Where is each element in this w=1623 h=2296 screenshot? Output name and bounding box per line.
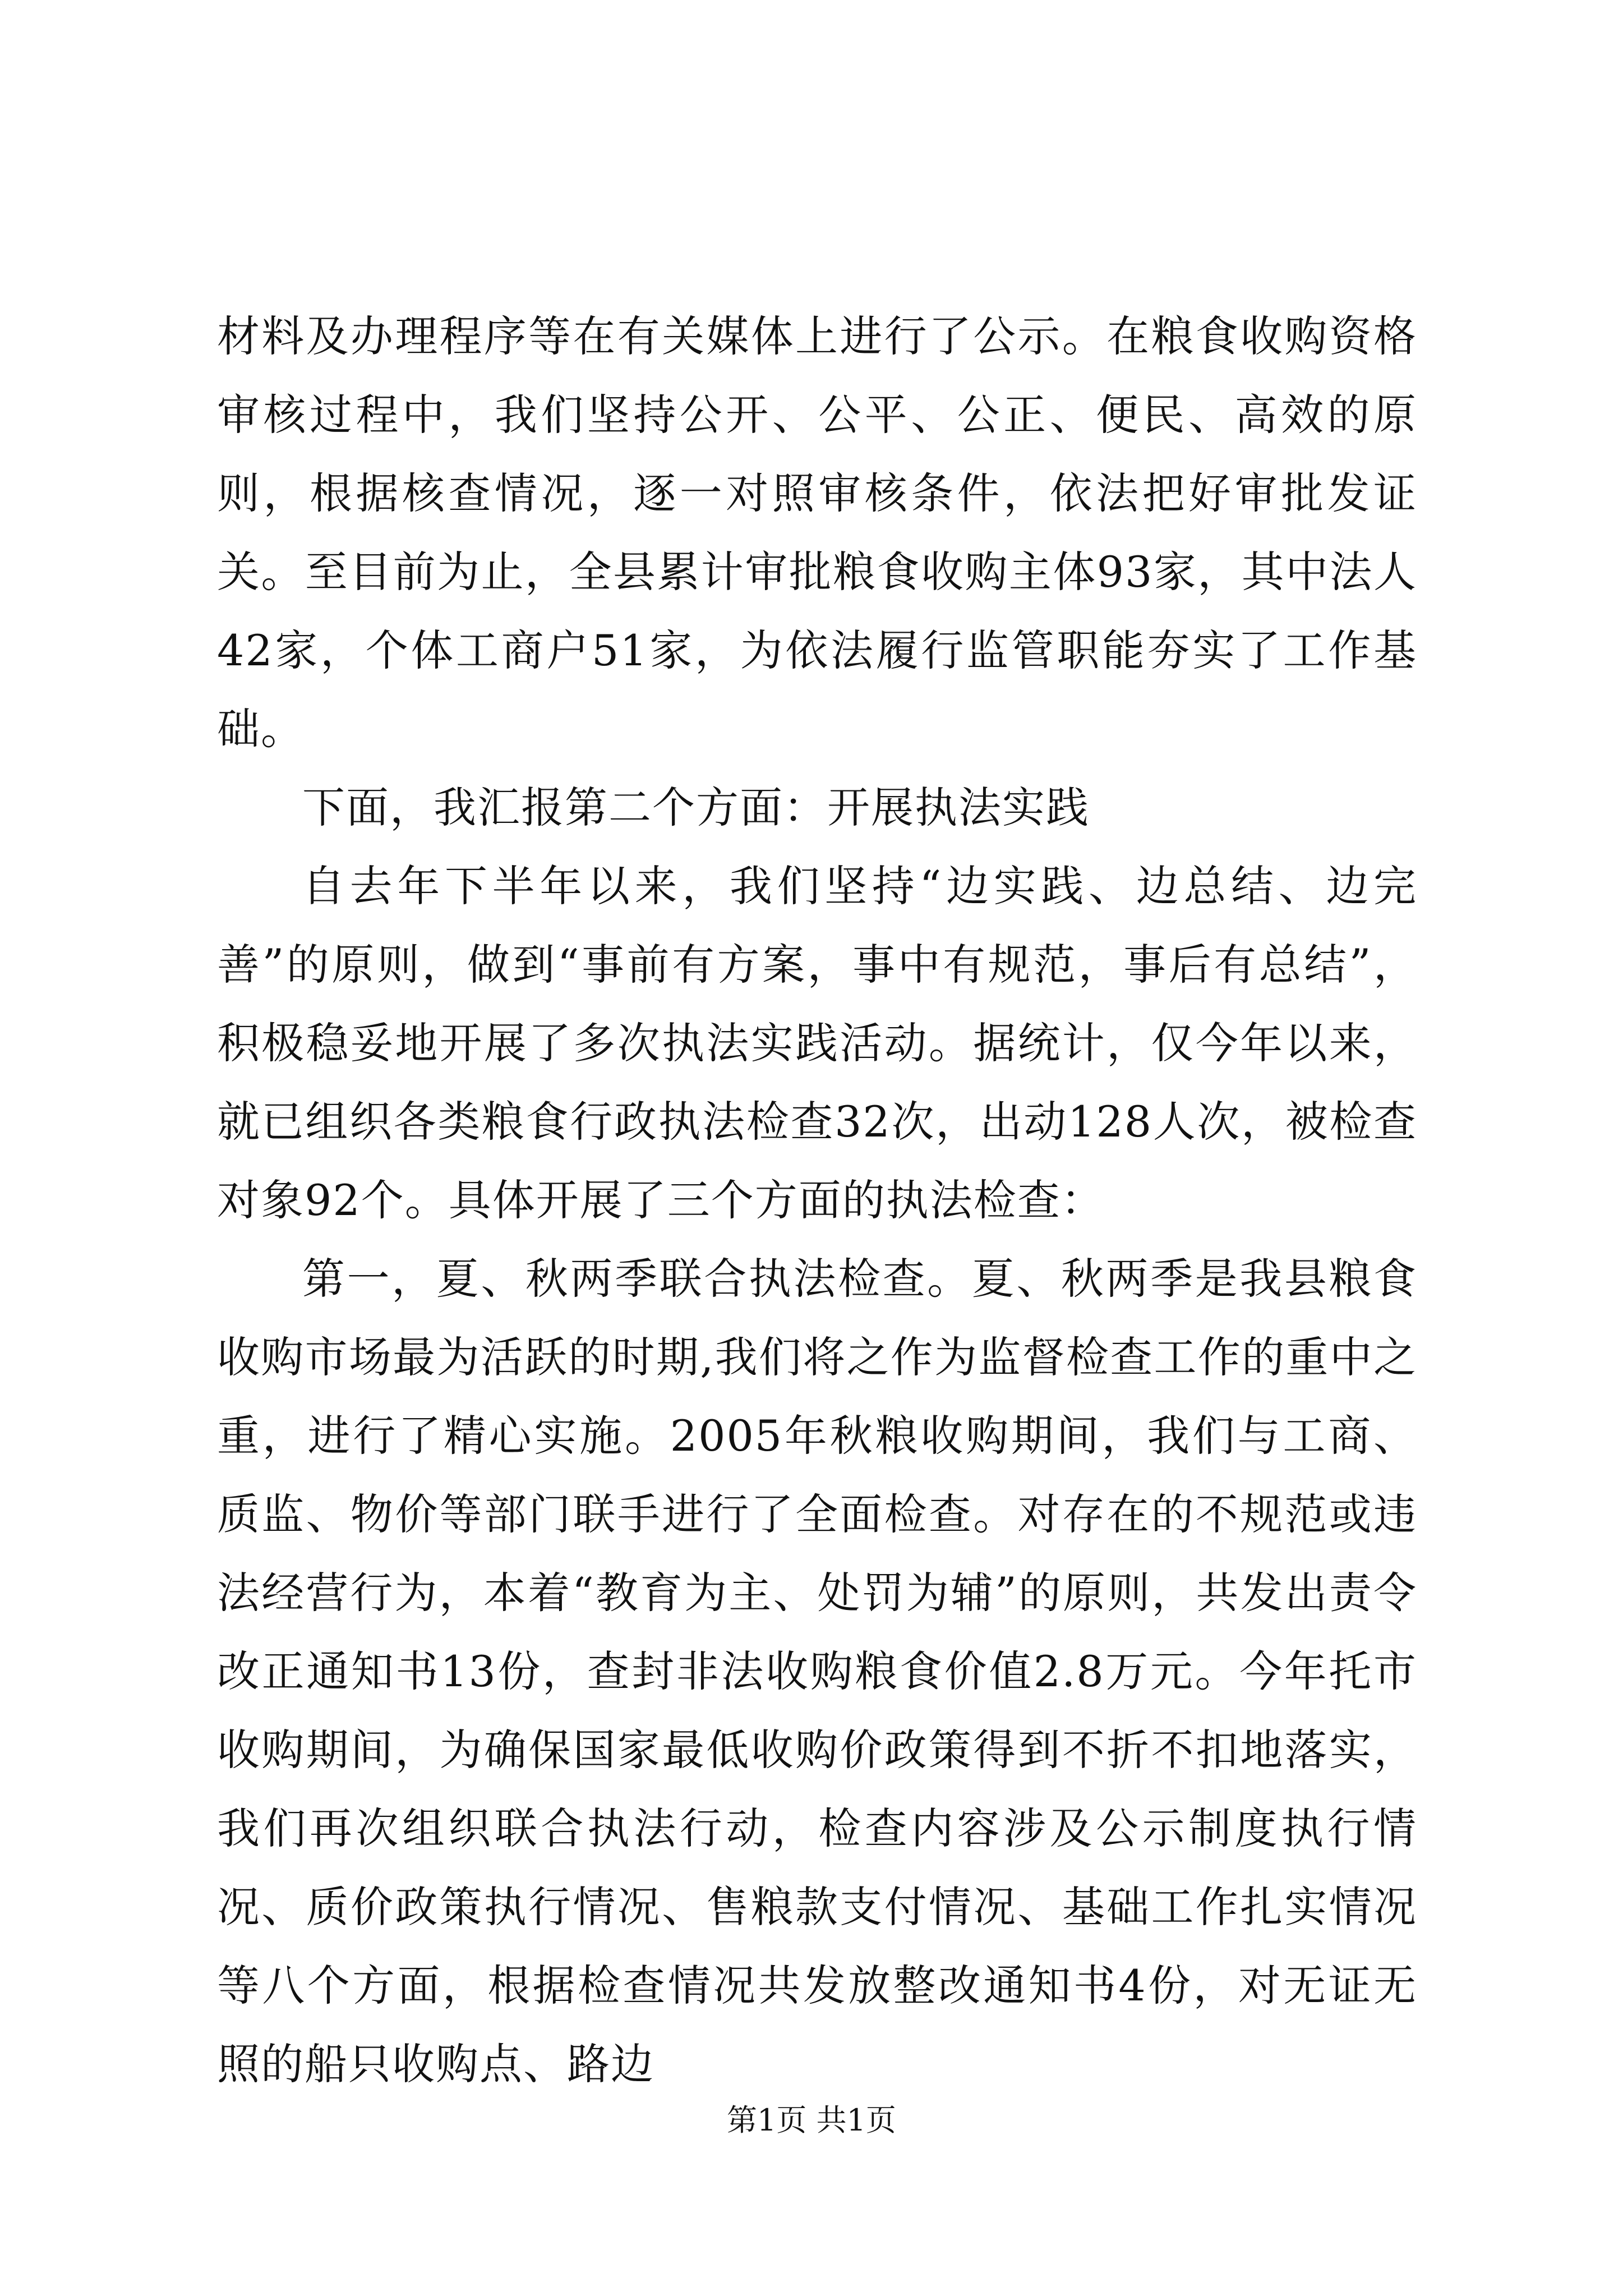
body-text (217, 297, 1417, 2104)
page-number-label: 第1页 共1页 (727, 2102, 896, 2138)
paragraph-3: 自去年下半年以来，我们坚持“边实践、边总结、边完善”的原则，做到“事前有方案，事中有规范，事后有总结”，积极稳妥地开展了多次执法实践活动。据统计，仅今年以来，就已组织各类粮食行政执法检查32次，出动128人次，被检查对象92个。具体开展了三个方面的执法检查： (217, 861, 1417, 1225)
paragraph-2: 下面，我汇报第二个方面：开展执法实践 (302, 783, 1090, 832)
paragraph-4: 第一，夏、秋两季联合执法检查。夏、秋两季是我县粮食收购市场最为活跃的时期,我们将之作为监督检查工作的重中之重，进行了精心实施。2005年秋粮收购期间，我们与工商、质监、物价等部门联手进行了全面检查。对存在的不规范或违法经营行为，本着“教育为主、处罚为辅”的原则，共发出责令改正通知书13份，查封非法收购粮食价值2.8万元。今年托市收购期间，为确保国家最低收购价政策得到不折不扣地落实，我们再次组织联合执法行动，检查内容涉及公示制度执行情况、质价政策执行情况、售粮款支付情况、基础工作扎实情况等八个方面，根据检查情况共发放整改通知书4份，对无证无照的船只收购点、路边 (217, 1254, 1417, 2089)
paragraph-1: 材料及办理程序等在有关媒体上进行了公示。在粮食收购资格审核过程中，我们坚持公开、公平、公正、便民、高效的原则，根据核查情况，逐一对照审核条件，依法把好审批发证关。至目前为止，全县累计审批粮食收购主体93家，其中法人42家，个体工商户51家，为依法履行监管职能夯实了工作基础。 (217, 311, 1417, 754)
page-footer (0, 2101, 1623, 2140)
